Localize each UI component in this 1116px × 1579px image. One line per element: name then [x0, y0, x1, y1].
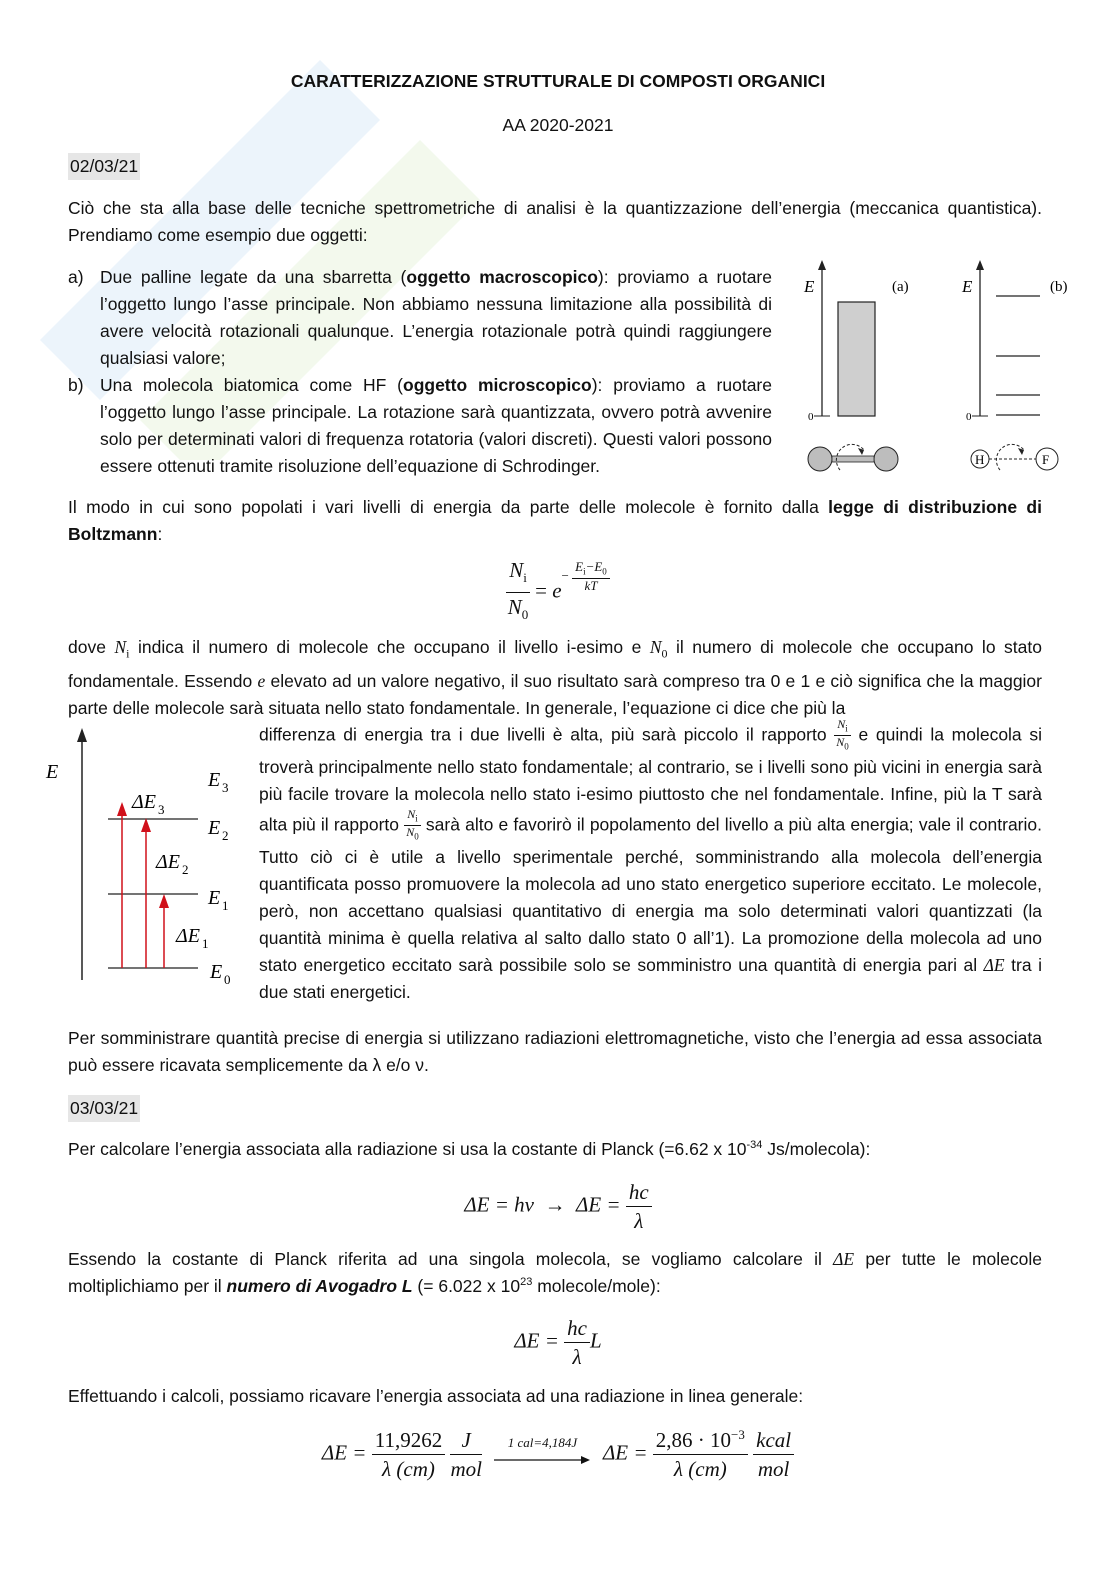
planck-equation: ΔE = hν → ΔE = $\frac{hc}{\lambda}$	[0, 1178, 1116, 1235]
svg-text:1: 1	[202, 936, 209, 951]
energy-axis-label-b: E	[962, 277, 973, 296]
svg-text:0: 0	[808, 411, 814, 423]
svg-text:3: 3	[222, 780, 229, 795]
level-E0-label: E	[210, 961, 223, 983]
list-label: a)	[68, 267, 84, 287]
svg-text:1: 1	[222, 898, 229, 913]
radiation-paragraph: Per somministrare quantità precise di energia si utilizzano radiazioni elettromagnetiche, visto che l’energia ad essa associata può essere ricavata semplicemente da λ e/o ν.	[68, 1028, 1042, 1075]
document-title: CARATTERIZZAZIONE STRUTTURALE DI COMPOSTI ORGANICI	[290, 71, 826, 91]
delta-E2-label: ΔE	[156, 851, 180, 873]
svg-text:3: 3	[158, 802, 165, 817]
panel-label-a: (a)	[892, 279, 909, 295]
planck-paragraph: Per calcolare l’energia associata alla radiazione si usa la costante di Planck (=6.62 x $10^{-34}$ Js/molecola):	[68, 1139, 871, 1159]
intro-paragraph: Ciò che sta alla base delle tecniche spettrometriche di analisi è la quantizzazione dell’energia (meccanica quantistica). Prendiamo come esempio due oggetti:	[68, 198, 1042, 245]
list-item-a: a) Due palline legate da una sbarretta (oggetto macroscopico): proviamo a ruotare l’oggetto lungo l’asse principale. Non abbiamo nessuna limitazione alla possibilità di avere velocità rotazionali qualunque. L’energia rotazionale potrà quindi raggiungere qualsiasi valore;	[68, 264, 772, 372]
ball-right	[874, 447, 898, 471]
svg-text:F: F	[1042, 452, 1050, 467]
population-paragraph: dove $N_i$ indica il numero di molecole che occupano il livello i-esimo e $N_0$ il numero di molecole che occupano lo stato fondamentale. Essendo e elevato ad un valore negativo, il suo risultato sarà compreso tra 0 e 1 e ciò significa che la maggior parte delle molecole sarà situata nello stato fondamentale. In generale, l’equazione ci dice che più la	[68, 637, 1042, 718]
panel-label-b: (b)	[1050, 279, 1068, 295]
level-E1-label: E	[208, 887, 221, 909]
svg-text:H: H	[975, 452, 985, 467]
date-label: 03/03/21	[68, 1095, 140, 1122]
energy-axis-label: E	[46, 761, 59, 783]
conversion-label: 1 cal=4,184J	[507, 1434, 578, 1450]
svg-text:2: 2	[222, 828, 229, 843]
academic-year: AA 2020-2021	[502, 115, 614, 135]
delta-E3-label: ΔE	[132, 791, 156, 813]
svg-text:0: 0	[966, 411, 972, 423]
level-E3-label: E	[208, 769, 221, 791]
continuous-energy-band	[838, 302, 875, 416]
boltzmann-equation: $\frac{N_i}{N_0}$ = e− $\frac{E_i-E_0}{kT}$	[0, 556, 1116, 629]
calculation-paragraph: Effettuando i calcoli, possiamo ricavare l’energia associata ad una radiazione in linea generale:	[68, 1386, 804, 1406]
example-list	[68, 264, 772, 480]
rotation-energy-figure	[800, 258, 1090, 480]
level-E2-label: E	[208, 817, 221, 839]
list-item-b: b) Una molecola biatomica come HF (oggetto microscopico): proviamo a ruotare l’oggetto lungo l’asse principale. La rotazione sarà quantizzata, ovvero potrà avvenire solo per determinati valori di frequenza rotatoria (valori discreti). Questi valori possono essere ottenuti tramite risoluzione dell’equazione di Schrodinger.	[68, 372, 772, 480]
energy-ratio-paragraph: differenza di energia tra i due livelli è alta, più sarà piccolo il rapporto $\frac{N_i}{N_0}$ e quindi la molecola si troverà principalmente nello stato fondamentale; al contrario, se i livelli sono più vicini in energia sarà più facile trovare la molecola nello stato i-esimo piuttosto che nel fondamentale. Infine, più la T sarà alta più il rapporto $\frac{N_i}{N_0}$ sarà alto e favorirò il popolamento del livello a più alta energia; vale il contrario. Tutto ciò ci è utile a livello sperimentale perché, somministrando alla molecola dell’energia quantificata posso promuovere la molecola ad uno stato energetico superiore eccitato. Le molecole, però, non accettano qualsiasi quantitativo di energia ma solo determinati valori quantizzati (la quantità minima è quella relativa al salto dallo stato 0 all’1). La promozione della molecola ad uno stato energetico eccitato sarà possibile solo se somministro una quantità di energia pari al ΔE tra i due stati energetici.	[259, 717, 1042, 1002]
list-label: b)	[68, 375, 84, 395]
ball-left	[808, 447, 832, 471]
date-label: 02/03/21	[68, 153, 140, 180]
energy-conversion-equation: ΔE = $\frac{11,9262}{\lambda (cm)}$ $\frac{J}{\text{mol}}$ 1 cal=4,184J ΔE = $\frac{2,86 \cdot 10^{-3}}{\lambda (cm)}$ $\frac{\text{kcal}}{\text{mol}}$	[0, 1426, 1116, 1483]
avogadro-paragraph: Essendo la costante di Planck riferita ad una singola molecola, se vogliamo calcolare il ΔE per tutte le molecole moltiplichiamo per il numero di Avogadro L (= 6.022 x $10^{23}$ molecole/mole):	[68, 1249, 1042, 1296]
molar-energy-equation: ΔE = $\frac{hc}{\lambda}$ L	[514, 1316, 602, 1369]
svg-text:0: 0	[224, 972, 231, 987]
delta-E1-label: ΔE	[176, 925, 200, 947]
svg-text:2: 2	[182, 862, 189, 877]
energy-axis-label-a: E	[804, 277, 815, 296]
rod	[832, 456, 874, 462]
energy-levels-diagram	[40, 726, 250, 988]
boltzmann-paragraph: Il modo in cui sono popolati i vari livelli di energia da parte delle molecole è fornito dalla legge di distribuzione di Boltzmann:	[68, 497, 1042, 544]
